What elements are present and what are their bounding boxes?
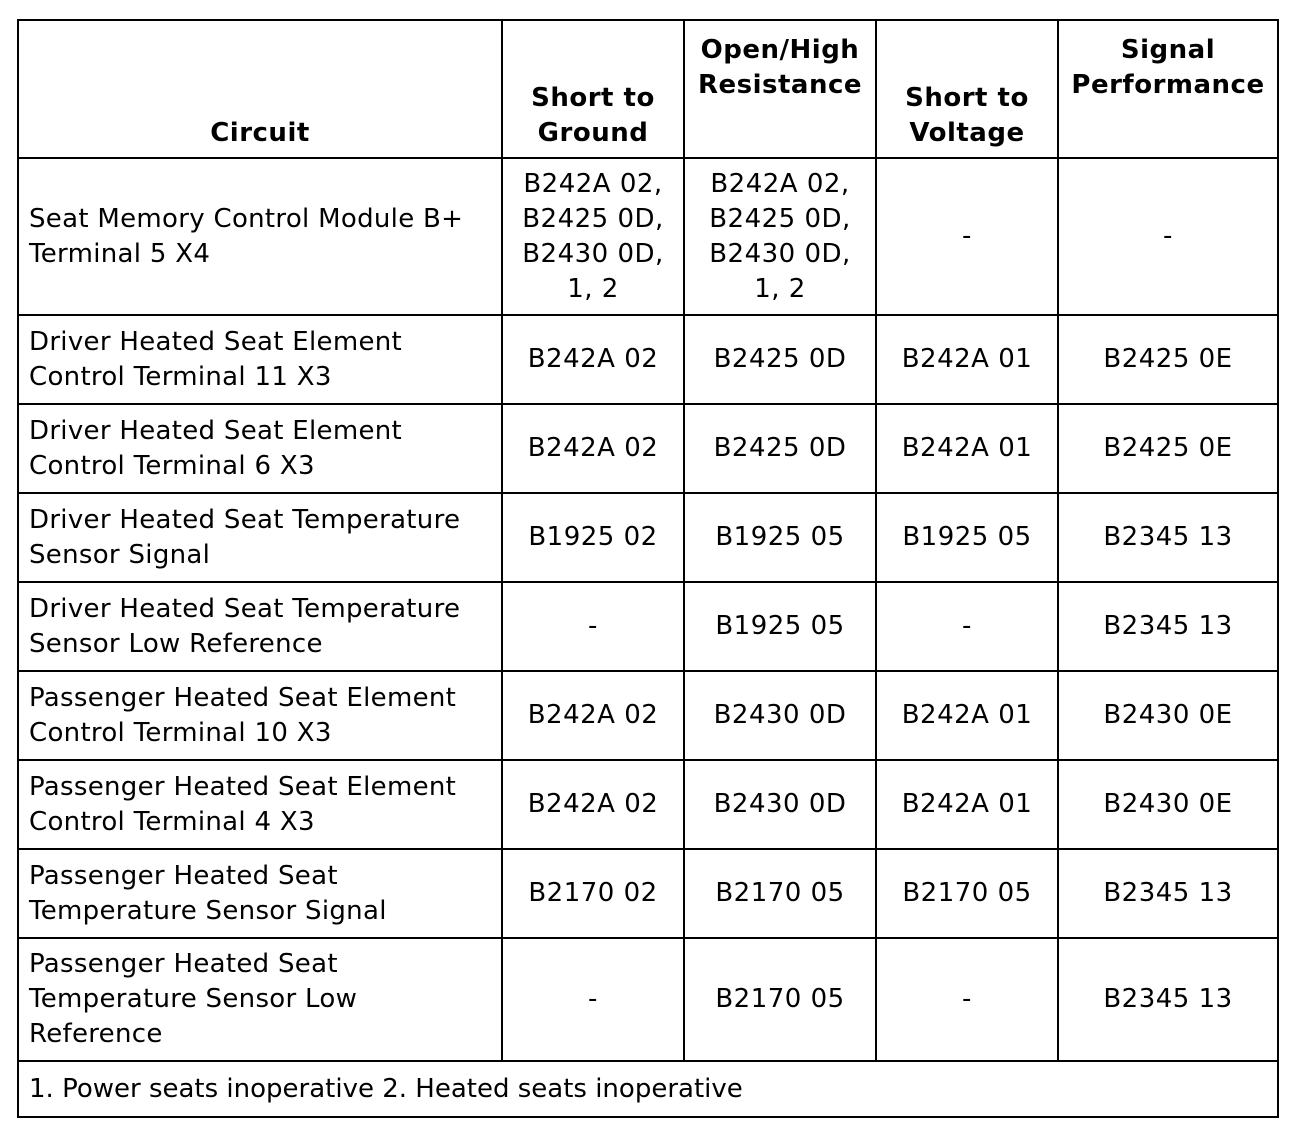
cell-circuit: Driver Heated Seat Temperature Sensor Signal <box>18 493 502 582</box>
table-row <box>18 404 1278 493</box>
header-open-high-resistance-text: Open/High Resistance <box>697 35 863 100</box>
cell-signal-performance: B2345 13 <box>1058 938 1278 1061</box>
header-signal-performance <box>1058 20 1278 158</box>
cell-open-high-resistance: B2170 05 <box>684 938 876 1061</box>
cell-short-to-ground <box>502 158 684 315</box>
cell-circuit: Passenger Heated Seat Element Control Terminal 10 X3 <box>18 671 502 760</box>
cell-circuit: Driver Heated Seat Temperature Sensor Low Reference <box>18 582 502 671</box>
table-row <box>18 582 1278 671</box>
cell-short-to-voltage: - <box>876 158 1058 315</box>
cell-signal-performance: B2345 13 <box>1058 582 1278 671</box>
cell-signal-performance: B2345 13 <box>1058 849 1278 938</box>
cell-open-high-resistance <box>684 158 876 315</box>
cell-open-high-resistance: B2430 0D <box>684 671 876 760</box>
table-row <box>18 158 1278 315</box>
cell-short-to-ground: B242A 02 <box>502 671 684 760</box>
table-row <box>18 760 1278 849</box>
cell-short-to-ground: - <box>502 582 684 671</box>
cell-line: 1, 2 <box>567 273 619 304</box>
cell-line: B2425 0D, <box>522 203 664 234</box>
cell-open-high-resistance: B2425 0D <box>684 315 876 404</box>
cell-line: B242A 02, <box>523 168 663 199</box>
cell-circuit: Driver Heated Seat Element Control Terminal 6 X3 <box>18 404 502 493</box>
cell-circuit: Seat Memory Control Module B+ Terminal 5 X4 <box>18 158 502 315</box>
cell-signal-performance: B2345 13 <box>1058 493 1278 582</box>
cell-short-to-ground: B242A 02 <box>502 404 684 493</box>
cell-circuit: Passenger Heated Seat Element Control Terminal 4 X3 <box>18 760 502 849</box>
header-short-to-ground: Short to Ground <box>502 20 684 158</box>
cell-signal-performance: - <box>1058 158 1278 315</box>
cell-line: B2430 0D, <box>709 238 851 269</box>
cell-short-to-voltage: - <box>876 938 1058 1061</box>
cell-short-to-ground: B2170 02 <box>502 849 684 938</box>
cell-short-to-ground: B242A 02 <box>502 760 684 849</box>
cell-signal-performance: B2425 0E <box>1058 404 1278 493</box>
header-circuit: Circuit <box>18 20 502 158</box>
footnote: 1. Power seats inoperative 2. Heated seats inoperative <box>18 1061 1278 1117</box>
header-open-high-resistance <box>684 20 876 158</box>
cell-line: B242A 02, <box>710 168 850 199</box>
cell-line: B2425 0D, <box>709 203 851 234</box>
cell-signal-performance: B2430 0E <box>1058 760 1278 849</box>
cell-short-to-ground: B1925 02 <box>502 493 684 582</box>
table-row <box>18 671 1278 760</box>
table-row <box>18 938 1278 1061</box>
cell-short-to-ground: B242A 02 <box>502 315 684 404</box>
cell-line: B2430 0D, <box>522 238 664 269</box>
header-signal-performance-text: Signal Performance <box>1071 35 1265 100</box>
cell-short-to-voltage: B242A 01 <box>876 315 1058 404</box>
table-row <box>18 849 1278 938</box>
note-row <box>18 1061 1278 1117</box>
cell-signal-performance: B2430 0E <box>1058 671 1278 760</box>
cell-signal-performance: B2425 0E <box>1058 315 1278 404</box>
cell-short-to-voltage: - <box>876 582 1058 671</box>
table-row <box>18 493 1278 582</box>
cell-open-high-resistance: B1925 05 <box>684 493 876 582</box>
cell-line: 1, 2 <box>754 273 806 304</box>
cell-open-high-resistance: B2430 0D <box>684 760 876 849</box>
cell-short-to-voltage: B2170 05 <box>876 849 1058 938</box>
cell-circuit: Passenger Heated Seat Temperature Sensor Signal <box>18 849 502 938</box>
cell-short-to-voltage: B242A 01 <box>876 760 1058 849</box>
cell-short-to-ground: - <box>502 938 684 1061</box>
circuit-diagnostic-table <box>17 19 1279 1118</box>
table-row <box>18 315 1278 404</box>
cell-open-high-resistance: B1925 05 <box>684 582 876 671</box>
cell-open-high-resistance: B2170 05 <box>684 849 876 938</box>
cell-short-to-voltage: B242A 01 <box>876 671 1058 760</box>
header-short-to-voltage: Short to Voltage <box>876 20 1058 158</box>
cell-circuit: Driver Heated Seat Element Control Terminal 11 X3 <box>18 315 502 404</box>
cell-short-to-voltage: B1925 05 <box>876 493 1058 582</box>
header-row <box>18 20 1278 158</box>
cell-circuit: Passenger Heated Seat Temperature Sensor Low Reference <box>18 938 502 1061</box>
cell-open-high-resistance: B2425 0D <box>684 404 876 493</box>
cell-short-to-voltage: B242A 01 <box>876 404 1058 493</box>
